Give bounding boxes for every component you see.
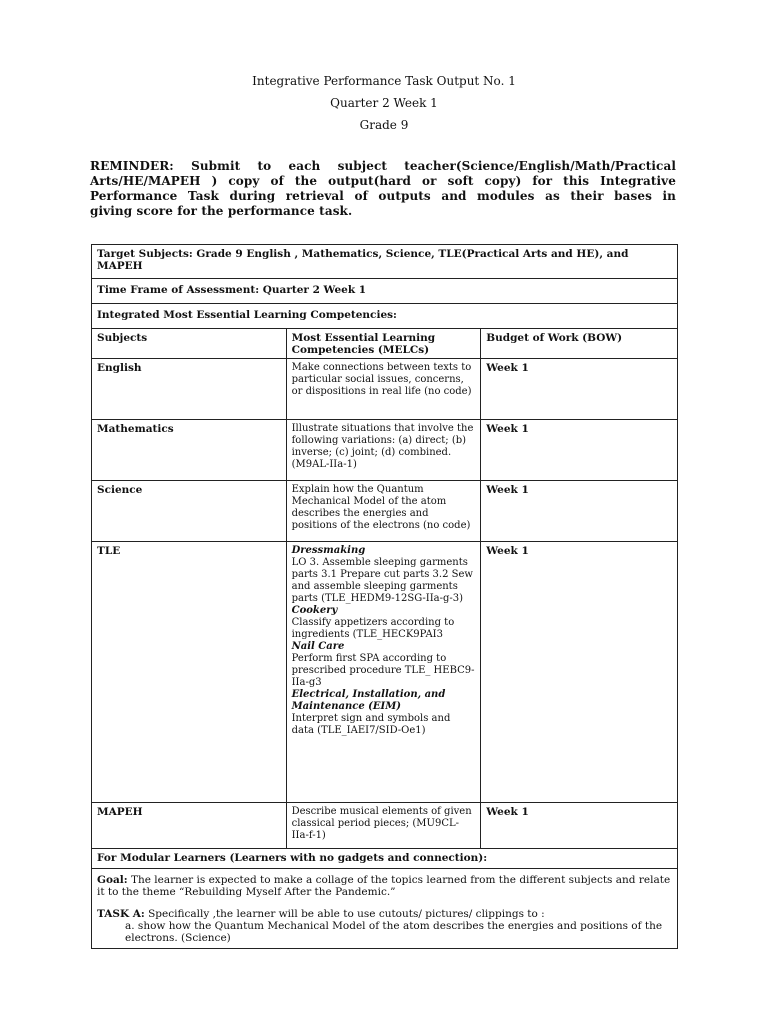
subject-cell: TLE	[92, 542, 287, 803]
time-frame-cell: Time Frame of Assessment: Quarter 2 Week 1	[92, 279, 678, 304]
reminder-line: Performance Task during retrieval of outputs and modules as their bases in	[90, 189, 676, 203]
bow-cell: Week 1	[481, 420, 678, 481]
bow-cell: Week 1	[481, 481, 678, 542]
eim-heading: Electrical, Installation, and Maintenance (EIM)	[291, 689, 446, 712]
quarter-week: Quarter 2 Week 1	[330, 96, 438, 110]
reminder-paragraph	[90, 159, 676, 219]
melc-cell: Explain how the Quantum Mechanical Model of the atom describes the energies and positions of the electrons (no code)	[286, 481, 481, 542]
table-row	[92, 359, 678, 420]
eim-text: Interpret sign and symbols and data (TLE_IAEI7/SID-Oe1)	[291, 713, 451, 736]
header-bow: Budget of Work (BOW)	[481, 329, 678, 359]
table-row	[92, 481, 678, 542]
task-item: a. show how the Quantum Mechanical Model of the atom describes the energies and positions of the electrons. (Science)	[125, 920, 663, 944]
target-subjects-cell: Target Subjects: Grade 9 English , Mathematics, Science, TLE(Practical Arts and HE), and MAPEH	[92, 245, 678, 279]
nailcare-text: Perform first SPA according to prescribed procedure TLE_ HEBC9-IIa-g3	[291, 653, 475, 688]
table-header-row	[92, 329, 678, 359]
modular-learners-row	[92, 849, 678, 869]
goal-task-row	[92, 869, 678, 949]
bow-cell: Week 1	[481, 803, 678, 849]
integrated-melcs-row	[92, 304, 678, 329]
cookery-text: Classify appetizers according to ingredients (TLE_HECK9PAI3	[291, 617, 455, 640]
table-row	[92, 420, 678, 481]
modular-learners-cell: For Modular Learners (Learners with no gadgets and connection):	[92, 849, 678, 869]
subject-cell: Science	[92, 481, 287, 542]
goal-text: The learner is expected to make a collage of the topics learned from the different subjects and relate it to the theme “Rebuilding Myself After the Pandemic.”	[97, 874, 671, 898]
header-melcs: Most Essential Learning Competencies (MELCs)	[286, 329, 481, 359]
integrated-melcs-cell: Integrated Most Essential Learning Competencies:	[92, 304, 678, 329]
goal-label: Goal:	[97, 874, 128, 886]
header-subjects: Subjects	[92, 329, 287, 359]
reminder-line: Arts/HE/MAPEH ) copy of the output(hard or soft copy) for this Integrative	[90, 174, 676, 188]
time-frame-row	[92, 279, 678, 304]
task-paragraph	[97, 908, 672, 944]
task-text: Specifically ,the learner will be able to use cutouts/ pictures/ clippings to :	[144, 908, 545, 920]
bow-cell: Week 1	[481, 542, 678, 803]
subject-cell: English	[92, 359, 287, 420]
dressmaking-heading: Dressmaking	[291, 545, 366, 556]
table-row	[92, 803, 678, 849]
task-label: TASK A:	[97, 908, 145, 920]
reminder-line: giving score for the performance task.	[90, 204, 353, 218]
subject-cell: Mathematics	[92, 420, 287, 481]
dressmaking-text: LO 3. Assemble sleeping garments parts 3.1 Prepare cut parts 3.2 Sew and assemble sleeping garments parts (TLE_HEDM9-12SG-IIa-g-3)	[291, 557, 473, 604]
bow-cell: Week 1	[481, 359, 678, 420]
target-subjects-row	[92, 245, 678, 279]
melc-cell: Illustrate situations that involve the following variations: (a) direct; (b) inverse; (c) joint; (d) combined. (M9AL-IIa-1)	[286, 420, 481, 481]
subject-cell: MAPEH	[92, 803, 287, 849]
goal-paragraph	[97, 874, 672, 898]
melc-cell: Describe musical elements of given classical period pieces; (MU9CL-IIa-f-1)	[286, 803, 481, 849]
document-title: Integrative Performance Task Output No. 1	[252, 74, 516, 88]
table-row	[92, 542, 678, 803]
melc-cell	[286, 542, 481, 803]
cookery-heading: Cookery	[291, 605, 338, 616]
nailcare-heading: Nail Care	[291, 641, 345, 652]
reminder-line: REMINDER: Submit to each subject teacher(Science/English/Math/Practical	[90, 159, 676, 173]
goal-task-cell	[92, 869, 678, 949]
performance-task-table	[91, 244, 678, 949]
grade-level: Grade 9	[359, 118, 409, 132]
melc-cell: Make connections between texts to particular social issues, concerns, or dispositions in real life (no code)	[286, 359, 481, 420]
